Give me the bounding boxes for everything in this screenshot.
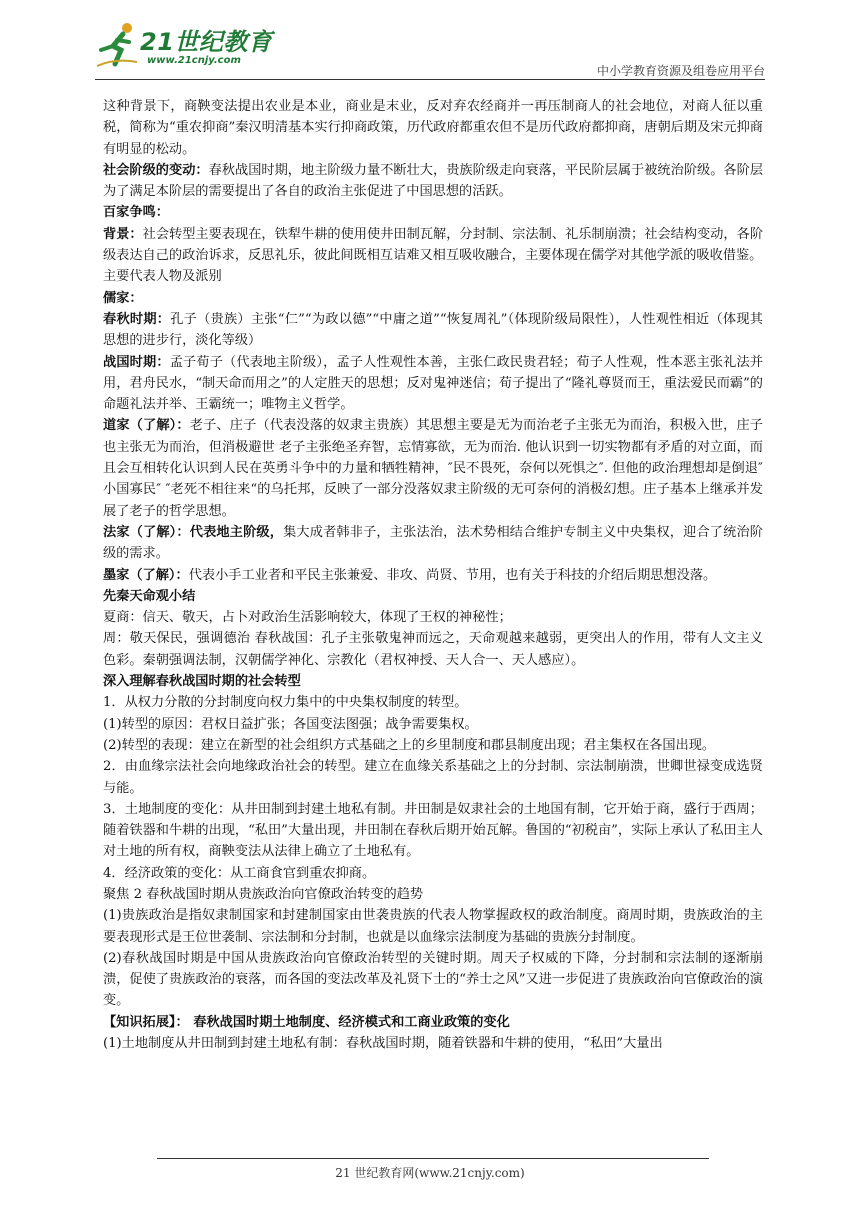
paragraph-text: 夏商：信天、敬天，占卜对政治生活影响较大，体现了王权的神秘性； — [103, 610, 512, 626]
paragraph-text: 3．土地制度的变化：从井田制到封建土地私有制。井田制是奴隶社会的土地国有制，它开始于商，盛行于西周；随着铁器和牛耕的出现，“私田”大量出现，井田制在春秋后期开始瓦解。鲁国的“初税亩”，实际上承认了私田主人对土地的所有权，商鞅变法从法律上确立了土地私有。 — [103, 801, 763, 860]
paragraph — [103, 565, 763, 586]
paragraph-lead: 先秦天命观小结 — [103, 588, 196, 604]
paragraph — [103, 692, 763, 713]
paragraph-text: 春秋战国时期，地主阶级力量不断壮大，贵族阶级走向衰落，平民阶层属于被统治阶级。各阶层为了满足本阶层的需要提出了各自的政治主张促进了中国思想的活跃。 — [103, 162, 764, 200]
paragraph — [103, 1012, 763, 1033]
paragraph — [103, 202, 763, 223]
paragraph-text: (1)土地制度从井田制到封建土地私有制：春秋战国时期，随着铁器和牛耕的使用，“私田”大量出 — [103, 1036, 663, 1052]
paragraph — [103, 735, 763, 756]
header-tagline: 中小学教育资源及组卷应用平台 — [596, 64, 765, 78]
paragraph — [103, 628, 763, 671]
paragraph-lead: 百家争鸣： — [103, 205, 169, 221]
paragraph — [103, 948, 763, 1012]
paragraph — [103, 905, 763, 948]
page-header — [95, 18, 765, 80]
footer-divider — [157, 1158, 709, 1159]
paragraph-lead: 法家（了解）：代表地主阶级， — [103, 524, 284, 540]
paragraph-text: (1)贵族政治是指奴隶制国家和封建制国家由世袭贵族的代表人物掌握政权的政治制度。商周时期，贵族政治的主要表现形式是王位世袭制、宗法制和分封制，也就是以血缘宗法制度为基础的贵族分封制度。 — [103, 908, 763, 945]
paragraph — [103, 586, 763, 607]
paragraph-text: 孟子荀子（代表地主阶级），孟子人性观性本善，主张仁政民贵君轻；荀子人性观，性本恶主张礼法并用，君舟民水，“制天命而用之”的人定胜天的思想；反对鬼神迷信；荀子提出了“隆礼尊贤而王，重法爱民而霸”的命题礼法并举、王霸统一；唯物主义哲学。 — [103, 354, 764, 413]
paragraph-lead: 儒家： — [103, 290, 143, 306]
paragraph-lead: 战国时期： — [103, 354, 170, 370]
paragraph-text: 聚焦 2 春秋战国时期从贵族政治向官僚政治转变的趋势 — [103, 886, 424, 902]
paragraph-text: 社会转型主要表现在，铁犁牛耕的使用使井田制瓦解，分封制、宗法制、礼乐制崩溃；社会结构变动，各阶级表达自己的政治诉求，反思礼乐，彼此间既相互诘难又相互吸收融合，主要体现在儒学对其他学派的吸收借鉴。 — [103, 226, 764, 264]
paragraph — [103, 671, 763, 692]
paragraph-text: 1．从权力分散的分封制度向权力集中的中央集权制度的转型。 — [103, 695, 468, 711]
paragraph-text: 孔子（贵族）主张“仁”“为政以德”“中庸之道”“恢复周礼”（体现阶级局限性），人性观性相近（体现其思想的进步行，淡化等级） — [103, 311, 763, 349]
paragraph-lead: 【知识拓展】： 春秋战国时期土地制度、经济模式和工商业政策的变化 — [103, 1014, 510, 1030]
paragraph-text: 4．经济政策的变化：从工商食官到重农抑商。 — [103, 865, 376, 881]
paragraph-text: (1)转型的原因：君权日益扩张；各国变法图强；战争需要集权。 — [103, 716, 478, 732]
paragraph — [103, 714, 763, 735]
paragraph — [103, 415, 763, 521]
paragraph — [103, 309, 763, 352]
paragraph — [103, 884, 763, 905]
document-body — [103, 96, 763, 1054]
runner-logo-icon — [95, 20, 139, 70]
paragraph — [103, 799, 763, 863]
paragraph-lead: 背景： — [103, 226, 143, 242]
paragraph-text: 2．由血缘宗法社会向地缘政治社会的转型。建立在血缘关系基础之上的分封制、宗法制崩溃，世卿世禄变成选贤与能。 — [103, 759, 763, 796]
paragraph — [103, 863, 763, 884]
paragraph — [103, 96, 763, 160]
paragraph-lead: 春秋时期： — [103, 311, 171, 327]
paragraph — [103, 522, 763, 565]
paragraph — [103, 266, 763, 287]
paragraph-text: (2)转型的表现：建立在新型的社会组织方式基础之上的乡里制度和郡县制度出现；君主集权在各国出现。 — [103, 737, 716, 753]
logo-url: www.21cnjy.com — [147, 55, 241, 66]
paragraph-lead: 社会阶级的变动： — [103, 162, 209, 178]
paragraph — [103, 756, 763, 799]
logo — [95, 18, 275, 78]
paragraph — [103, 352, 763, 416]
page-footer: 21 世纪教育网(www.21cnjy.com) — [335, 1166, 525, 1180]
paragraph-text: 周：敬天保民，强调德治 春秋战国：孔子主张敬鬼神而远之，天命观越来越弱，更突出人的作用，带有人文主义色彩。秦朝强调法制，汉朝儒学神化、宗教化（君权神授、天人合一、天人感应）。 — [103, 631, 763, 668]
paragraph — [103, 288, 763, 309]
paragraph-text: 老子、庄子（代表没落的奴隶主贵族）其思想主要是无为而治老子主张无为而治，积极入世，庄子也主张无为而治，但消极避世 老子主张绝圣弃智，忘情寡欲，无为而治. 他认识到一切实物都有矛盾的对立面，而且会互相转化认识到人民在英勇斗争中的力量和牺牲精神，″民不畏死，奈何以死惧之″. 但他的政治理想却是倒退″小国寡民″ ″老死不相往来“的乌托邦，反映了一部分没落奴隶主阶级的无可奈何的消极幻想。庄子基本上继承并发展了老子的哲学思想。 — [103, 418, 763, 519]
paragraph — [103, 607, 763, 628]
header-divider — [95, 79, 765, 80]
paragraph-text: (2)春秋战国时期是中国从贵族政治向官僚政治转型的关键时期。周天子权威的下降，分封制和宗法制的逐渐崩溃，促使了贵族政治的衰落，而各国的变法改革及礼贤下士的“养士之风”又进一步促进了贵族政治向官僚政治的演变。 — [103, 950, 763, 1009]
paragraph-text: 主要代表人物及派别 — [103, 269, 222, 285]
paragraph-lead: 墨家（了解）： — [103, 567, 189, 583]
paragraph — [103, 160, 763, 203]
logo-text: 21世纪教育 — [140, 28, 273, 56]
paragraph — [103, 1033, 763, 1054]
paragraph-lead: 深入理解春秋战国时期的社会转型 — [103, 674, 301, 690]
paragraph-text: 集大成者韩非子，主张法治，法术势相结合维护专制主义中央集权，迎合了统治阶级的需求。 — [103, 524, 763, 562]
paragraph-lead: 道家（了解）： — [103, 418, 190, 434]
paragraph — [103, 224, 763, 267]
paragraph-text: 这种背景下，商鞅变法提出农业是本业，商业是末业，反对弃农经商并一再压制商人的社会地位，对商人征以重税，简称为“重农抑商”秦汉明清基本实行抑商政策，历代政府都重农但不是历代政府都抑商，唐朝后期及宋元抑商有明显的松动。 — [103, 99, 763, 157]
paragraph-text: 代表小手工业者和平民主张兼爱、非攻、尚贤、节用，也有关于科技的介绍后期思想没落。 — [188, 567, 717, 583]
